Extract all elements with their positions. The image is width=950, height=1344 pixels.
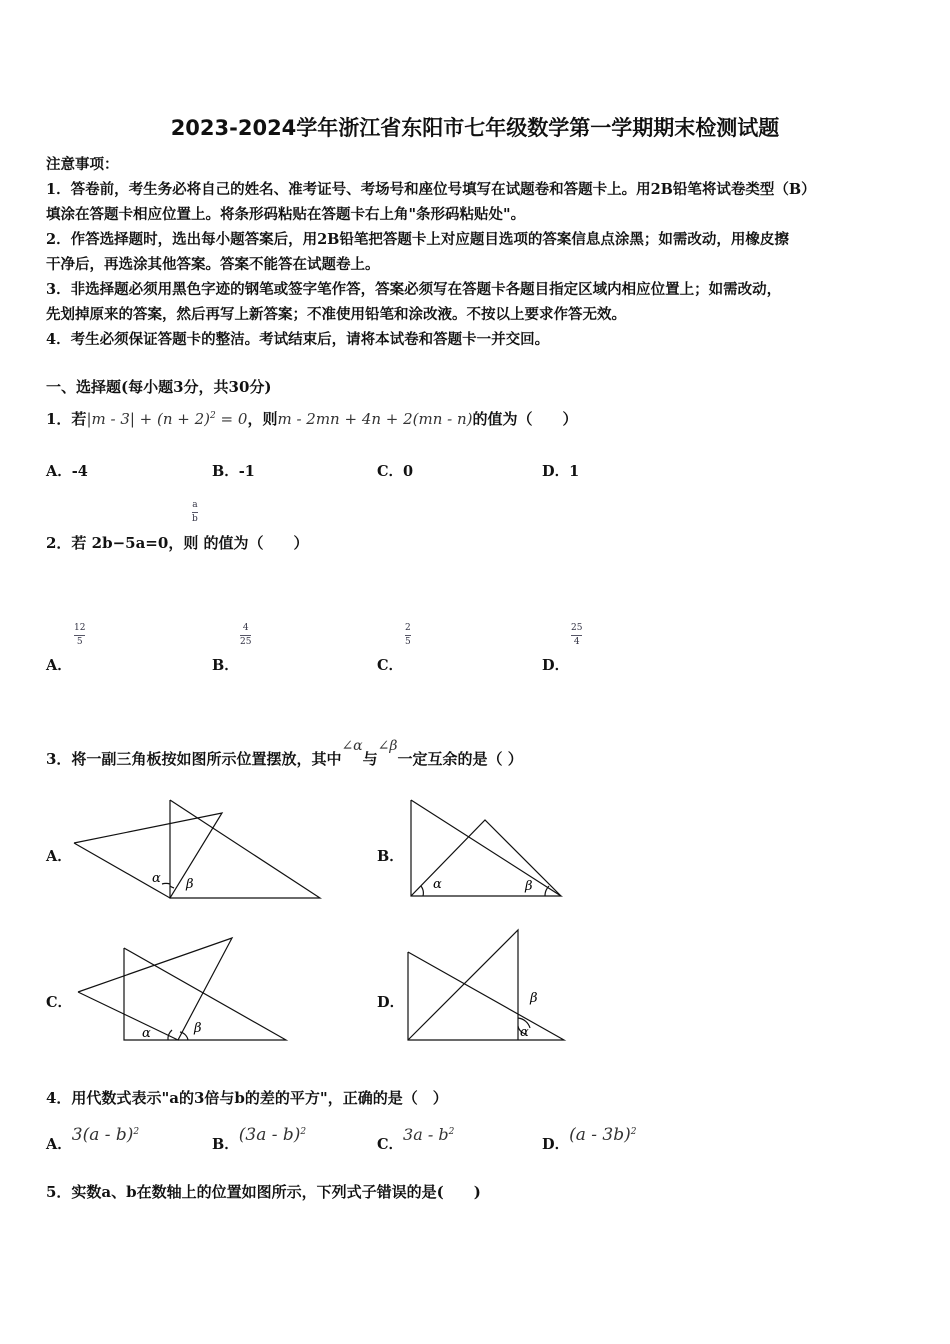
q3-option-c[interactable]: C．	[46, 994, 73, 1011]
notes-line: 1．答卷前，考生务必将自己的姓名、准考证号、考场号和座位号填写在试题卷和答题卡上。用2B铅笔将试卷类型（B）	[46, 181, 816, 198]
q3-figure-d	[404, 926, 570, 1044]
q2-option-a-fraction: 12 5	[74, 623, 86, 647]
q3-figure-b	[405, 796, 567, 902]
q2-fraction: a b	[192, 500, 198, 524]
svg-text:β: β	[525, 879, 533, 894]
angle-alpha-label: ∠α	[341, 738, 363, 754]
q2-option-c[interactable]: C．	[377, 657, 404, 674]
q3-figure-a	[70, 798, 326, 902]
q3-figure-c	[72, 934, 292, 1046]
svg-text:α: α	[520, 1025, 529, 1040]
angle-beta-label: ∠β	[377, 738, 398, 754]
q1-option-c[interactable]: C．0	[377, 463, 414, 480]
q2-option-b-fraction: 4 25	[240, 623, 252, 647]
q1-option-a[interactable]: A．-4	[46, 463, 88, 480]
notes-line: 干净后，再选涂其他答案。答案不能答在试题卷上。	[46, 256, 380, 273]
notes-line: 2．作答选择题时，选出每小题答案后，用2B铅笔把答题卡上对应题目选项的答案信息点涂黑；如需改动，用橡皮擦	[46, 231, 789, 248]
notes-line: 4．考生必须保证答题卡的整洁。考试结束后，请将本试卷和答题卡一并交回。	[46, 331, 550, 348]
svg-text:β: β	[186, 877, 194, 892]
q2-option-b[interactable]: B．	[212, 657, 239, 674]
svg-text:α: α	[142, 1026, 151, 1041]
q1-condition: $|m - 3| + (n + 2)^2 = 0$	[86, 410, 248, 428]
notes-line: 3．非选择题必须用黑色字迹的钢笔或签字笔作答，答案必须写在答题卡各题目指定区域内相应位置上；如需改动，	[46, 281, 782, 298]
notes-line: 填涂在答题卡相应位置上。将条形码粘贴在答题卡右上角"条形码粘贴处"。	[46, 206, 526, 223]
q1-expression: m - 2mn + 4n + 2(mn - n)	[277, 410, 473, 428]
q2-option-a[interactable]: A．	[46, 657, 72, 674]
question-2: 2．若 2b−5a=0，则 的值为（ ）	[46, 534, 309, 552]
q1-option-d[interactable]: D．1	[542, 463, 580, 480]
q2-option-d-fraction: 25 4	[571, 623, 583, 647]
q4-option-c[interactable]: C．$3a - b^2$	[377, 1125, 455, 1153]
q1-suffix: 的值为（ ）	[472, 410, 578, 428]
notes-block	[46, 152, 908, 352]
q3-option-d[interactable]: D．	[377, 994, 405, 1011]
question-5: 5．实数a、b在数轴上的位置如图所示，下列式子错误的是( )	[46, 1183, 481, 1201]
svg-text:α: α	[152, 871, 161, 886]
page-title: 2023-2024学年浙江省东阳市七年级数学第一学期期末检测试题	[170, 116, 780, 140]
section-heading: 一、选择题(每小题3分，共30分)	[46, 378, 272, 396]
q1-option-b[interactable]: B．-1	[212, 463, 255, 480]
question-4: 4．用代数式表示"a的3倍与b的差的平方"，正确的是（ ）	[46, 1089, 448, 1107]
question-1	[46, 408, 578, 429]
q2-option-d[interactable]: D．	[542, 657, 570, 674]
notes-line: 先划掉原来的答案，然后再写上新答案；不准使用铅笔和涂改液。不按以上要求作答无效。	[46, 306, 626, 323]
notes-heading: 注意事项：	[46, 156, 119, 173]
svg-text:α: α	[433, 877, 442, 892]
q3-option-a[interactable]: A．	[46, 848, 72, 865]
q4-option-a[interactable]: A．3(a - b)$^2$	[46, 1125, 140, 1153]
q2-option-c-fraction: 2 5	[405, 623, 411, 647]
svg-text:β: β	[530, 991, 538, 1006]
q1-prefix: 1．若	[46, 410, 87, 428]
svg-text:β: β	[194, 1021, 202, 1036]
q4-option-b[interactable]: B．(3a - b)$^2$	[212, 1125, 307, 1153]
q1-mid: ，则	[247, 410, 278, 428]
q4-option-d[interactable]: D．(a - 3b)$^2$	[542, 1125, 637, 1153]
q3-option-b[interactable]: B．	[377, 848, 404, 865]
question-3: 3．将一副三角板按如图所示位置摆放，其中∠α与∠β一定互余的是（ ）	[46, 738, 523, 768]
